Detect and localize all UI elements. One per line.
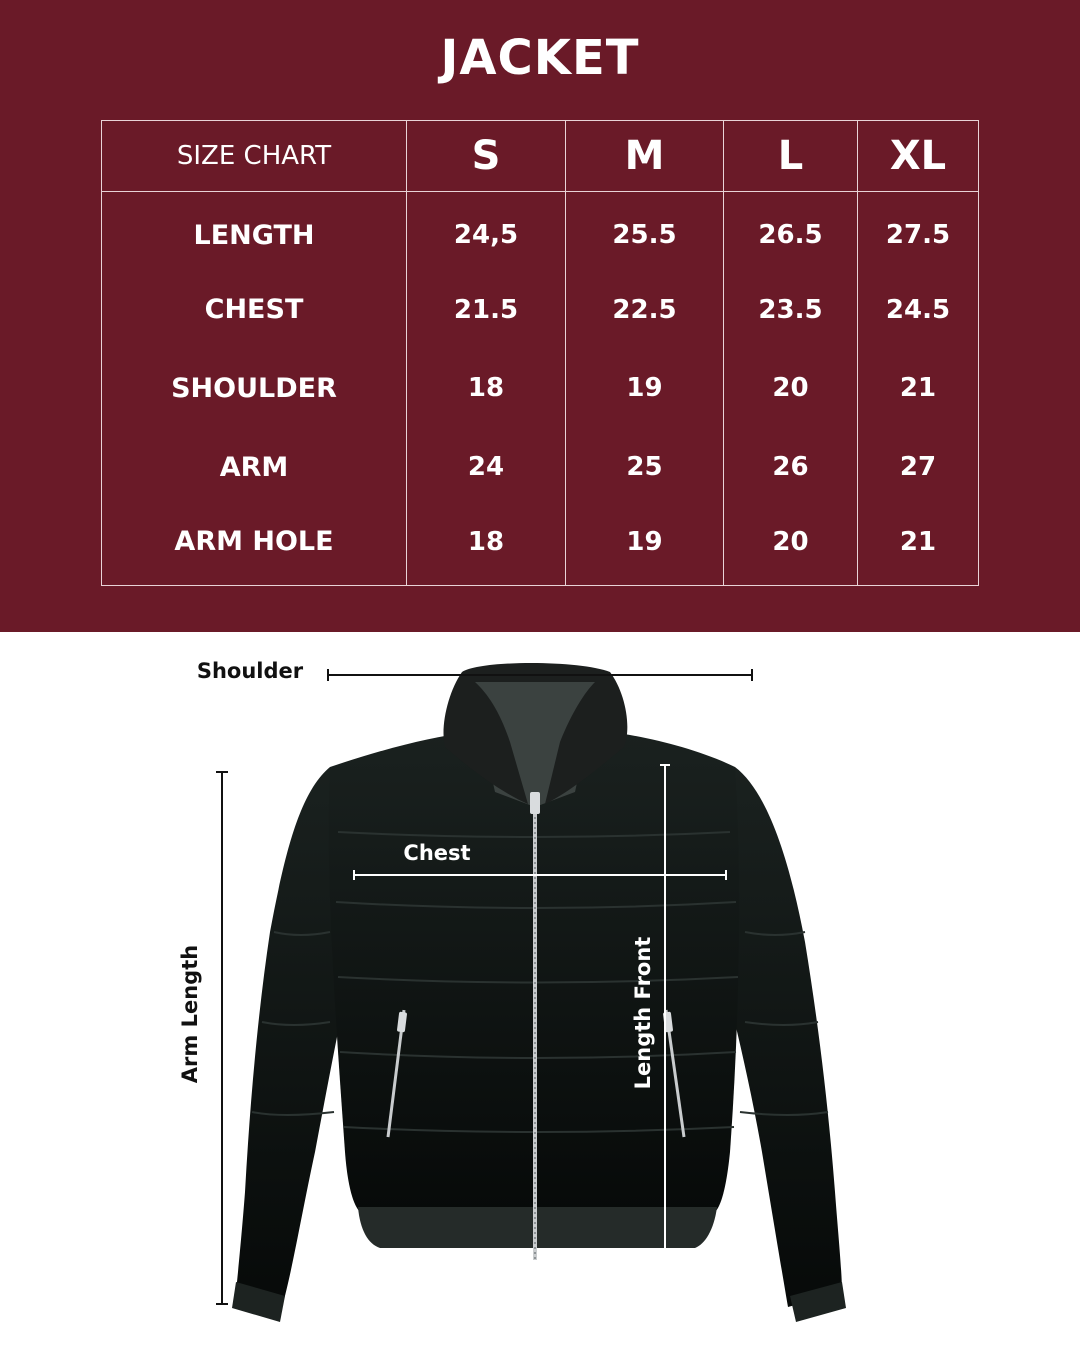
table-cell: 26 [724,428,858,507]
table-cell: 20 [724,507,858,586]
table-row [102,428,979,507]
table-cell: 18 [407,349,566,428]
table-cell: 18 [407,507,566,586]
page-title: JACKET [440,30,640,86]
table-cell: 24,5 [407,192,566,271]
table-cell: 19 [566,349,724,428]
table-cell: 21 [858,507,979,586]
measurement-diagram [0,632,1080,1350]
table-row [102,507,979,586]
row-label: ARM HOLE [102,507,407,586]
size-header-m: M [566,121,724,192]
table-cell: 27 [858,428,979,507]
row-label: SHOULDER [102,349,407,428]
table-row [102,192,979,271]
size-header-l: L [724,121,858,192]
table-row [102,349,979,428]
table-cell: 23.5 [724,270,858,349]
arm-length-measure-line [216,772,228,1304]
zipper-pull [530,792,540,814]
table-cell: 27.5 [858,192,979,271]
size-chart-label: SIZE CHART [102,121,407,192]
table-cell: 22.5 [566,270,724,349]
table-cell: 24.5 [858,270,979,349]
row-label: ARM [102,428,407,507]
row-label: LENGTH [102,192,407,271]
size-header-s: S [407,121,566,192]
size-header-xl: XL [858,121,979,192]
table-cell: 26.5 [724,192,858,271]
arm-length-label: Arm Length [178,944,202,1084]
table-cell: 24 [407,428,566,507]
table-cell: 25 [566,428,724,507]
size-table [101,120,979,586]
row-label: CHEST [102,270,407,349]
table-row [102,270,979,349]
length-front-label: Length Front [631,936,655,1090]
size-chart-panel [0,0,1080,632]
size-header-row [102,121,979,192]
table-cell: 20 [724,349,858,428]
table-cell: 25.5 [566,192,724,271]
table-cell: 21 [858,349,979,428]
jacket-illustration [0,632,1080,1350]
table-cell: 19 [566,507,724,586]
shoulder-label: Shoulder [196,659,304,683]
waistband [358,1207,717,1248]
table-cell: 21.5 [407,270,566,349]
chest-label: Chest [403,841,471,865]
